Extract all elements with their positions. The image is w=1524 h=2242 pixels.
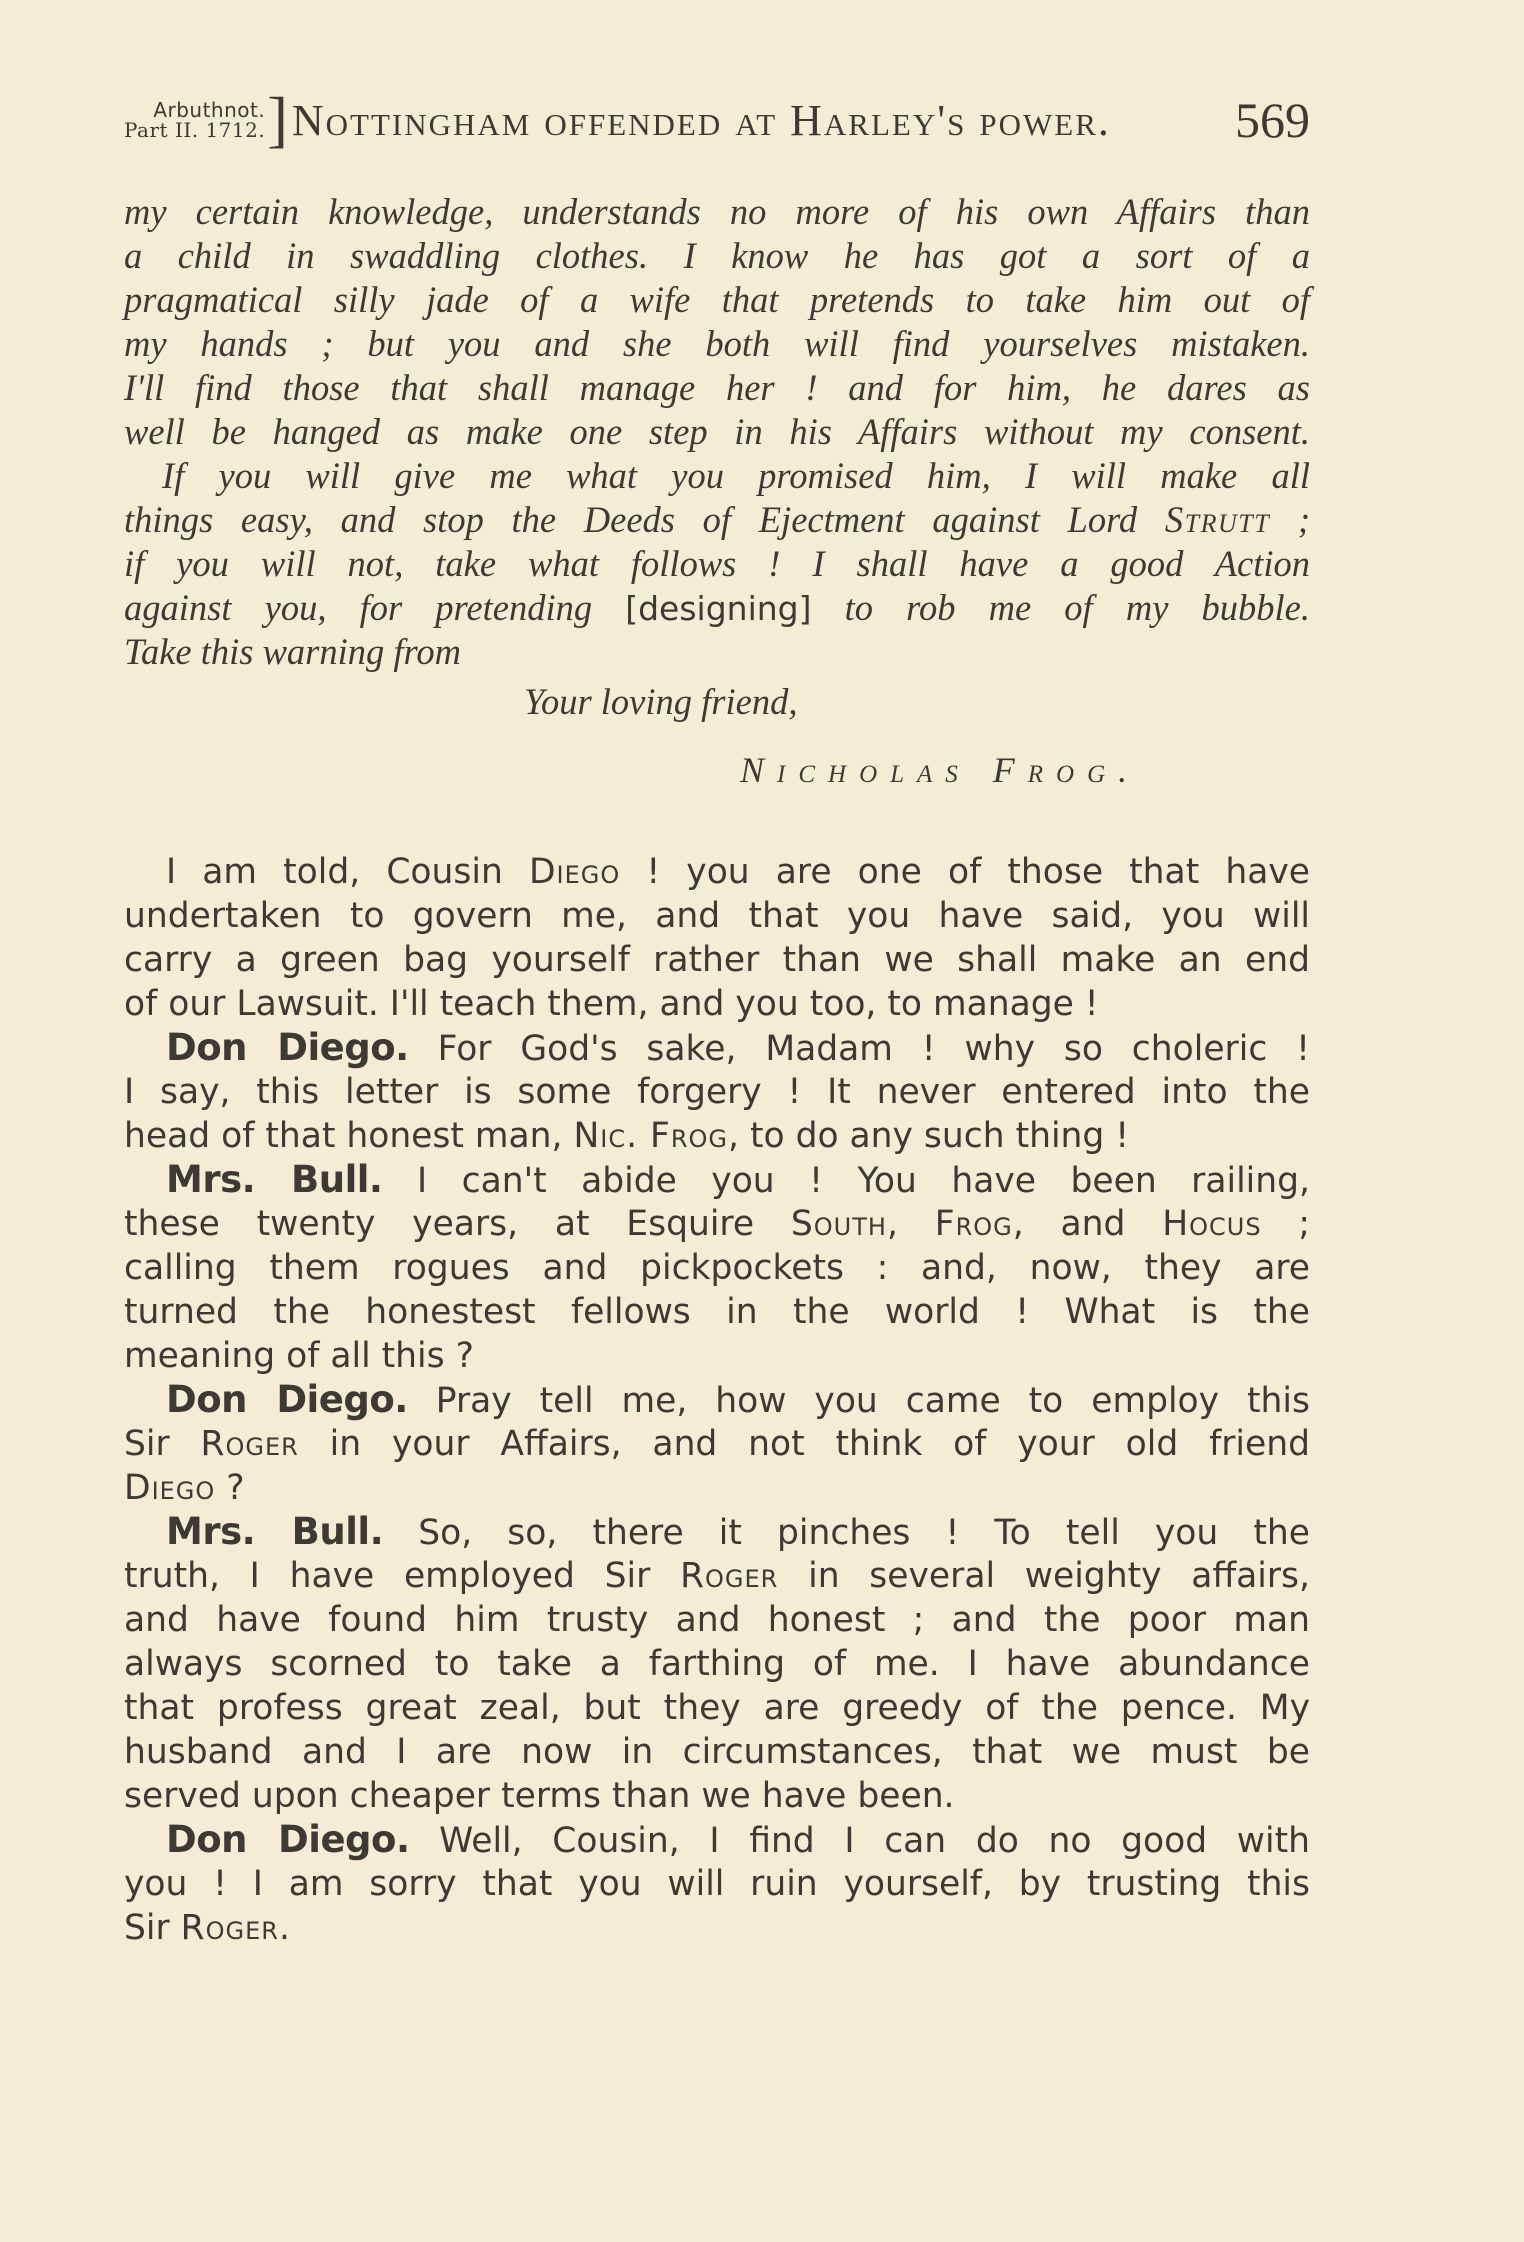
text-line: that profess great zeal, but they are greedy of the pence. My bbox=[124, 1688, 1310, 1728]
header-bracket: ] bbox=[267, 86, 288, 154]
name-roger: Roger bbox=[180, 1908, 279, 1948]
letter-text bbox=[124, 190, 1310, 794]
text-run: . bbox=[278, 1908, 290, 1948]
letter-text-run: things easy, and stop the Deeds of Ejectment against Lord bbox=[124, 499, 1165, 540]
paragraph bbox=[124, 850, 1310, 1026]
text-line: I say, this letter is some forgery ! It never entered into the bbox=[124, 1072, 1310, 1112]
text-run: Sir bbox=[124, 1908, 181, 1948]
text-line: carry a green bag yourself rather than we shall make an end bbox=[124, 940, 1310, 980]
text-run: in several weighty affairs, bbox=[778, 1556, 1310, 1596]
paragraph bbox=[124, 1510, 1310, 1818]
text-line bbox=[124, 1554, 1310, 1598]
letter-line: my hands ; but you and she both will find yourselves mistaken. bbox=[124, 323, 1310, 364]
text-line bbox=[124, 1422, 1310, 1466]
name-roger: Roger bbox=[200, 1424, 299, 1464]
name-strutt: Strutt bbox=[1164, 499, 1271, 540]
text-run: I am told, Cousin bbox=[166, 852, 529, 892]
text-run: truth, I have employed Sir bbox=[124, 1556, 681, 1596]
text-line bbox=[124, 1818, 1310, 1862]
text-line: undertaken to govern me, and that you have said, you will bbox=[124, 896, 1310, 936]
text-line bbox=[124, 1906, 1310, 1950]
name-nic-frog: Nic. Frog bbox=[573, 1116, 729, 1156]
letter-line: if you will not, take what follows ! I shall have a good Action bbox=[124, 543, 1310, 584]
text-line bbox=[124, 1158, 1310, 1202]
text-line bbox=[124, 1026, 1310, 1070]
page-number: 569 bbox=[1235, 92, 1310, 148]
letter-text-run: ; bbox=[1270, 499, 1311, 540]
running-header bbox=[124, 80, 1310, 160]
side-note-part: Part II. 1712. bbox=[124, 118, 266, 142]
text-line: you ! I am sorry that you will ruin yourself, by trusting this bbox=[124, 1864, 1310, 1904]
name-south: South bbox=[790, 1204, 887, 1244]
paragraph bbox=[124, 1158, 1310, 1378]
letter-line: Take this warning from bbox=[124, 631, 462, 672]
text-line bbox=[124, 1378, 1310, 1422]
letter-text-run: against you, for pretending bbox=[124, 587, 626, 628]
book-page bbox=[124, 80, 1310, 1950]
text-run: , bbox=[886, 1204, 935, 1244]
text-line: calling them rogues and pickpockets : and, now, they are bbox=[124, 1248, 1310, 1288]
dialogue-text bbox=[124, 850, 1310, 1950]
speaker-mrs-bull: Mrs. Bull. bbox=[166, 1510, 384, 1553]
letter-closing: Your loving friend, bbox=[524, 681, 798, 722]
text-line bbox=[124, 1114, 1310, 1158]
speaker-don-diego: Don Diego. bbox=[166, 1818, 410, 1861]
letter-text-run: to rob me of my bubble. bbox=[811, 587, 1310, 628]
text-run: ! you are one of those that have bbox=[620, 852, 1310, 892]
text-run: , to do any such thing ! bbox=[728, 1116, 1130, 1156]
text-run: ? bbox=[215, 1468, 245, 1508]
letter-line: pragmatical silly jade of a wife that pretends to take him out of bbox=[124, 279, 1310, 320]
name-hocus: Hocus bbox=[1162, 1204, 1262, 1244]
text-line: and have found him trusty and honest ; and the poor man bbox=[124, 1600, 1310, 1640]
text-run: Well, Cousin, I find I can do no good with bbox=[409, 1821, 1310, 1861]
text-line: husband and I are now in circumstances, that we must be bbox=[124, 1732, 1310, 1772]
text-run: Pray tell me, how you came to employ this bbox=[407, 1381, 1310, 1421]
paragraph bbox=[124, 1378, 1310, 1510]
text-line: served upon cheaper terms than we have been. bbox=[124, 1776, 955, 1816]
text-line: of our Lawsuit. I'll teach them, and you too, to manage ! bbox=[124, 984, 1099, 1024]
text-line: turned the honestest fellows in the world ! What is the bbox=[124, 1292, 1310, 1332]
speaker-don-diego: Don Diego. bbox=[166, 1026, 409, 1069]
text-run: So, so, there it pinches ! To tell you the bbox=[383, 1513, 1310, 1553]
text-run: I can't abide you ! You have been railing, bbox=[382, 1161, 1310, 1201]
side-note bbox=[124, 100, 265, 140]
text-run: For God's sake, Madam ! why so choleric ! bbox=[408, 1029, 1310, 1069]
text-run: head of that honest man, bbox=[124, 1116, 574, 1156]
letter-line: well be hanged as make one step in his Affairs without my consent. bbox=[124, 411, 1310, 452]
name-roger: Roger bbox=[680, 1556, 779, 1596]
paragraph bbox=[124, 1818, 1310, 1950]
speaker-mrs-bull: Mrs. Bull. bbox=[166, 1158, 383, 1201]
editorial-note: [designing] bbox=[625, 589, 812, 628]
letter-line: my certain knowledge, understands no more of his own Affairs than bbox=[124, 191, 1310, 232]
letter-line: I'll find those that shall manage her ! and for him, he dares as bbox=[124, 367, 1310, 408]
text-line: always scorned to take a farthing of me. I have abundance bbox=[124, 1644, 1310, 1684]
name-diego: Diego bbox=[528, 852, 621, 892]
text-run: these twenty years, at Esquire bbox=[124, 1204, 791, 1244]
text-run: ; bbox=[1261, 1204, 1311, 1244]
letter-line: If you will give me what you promised him, I will make all bbox=[162, 455, 1310, 496]
text-line bbox=[124, 1510, 1310, 1554]
text-run: in your Affairs, and not think of your old friend bbox=[298, 1424, 1311, 1464]
speaker-don-diego: Don Diego. bbox=[166, 1378, 408, 1421]
letter-line: a child in swaddling clothes. I know he has got a sort of a bbox=[124, 235, 1310, 276]
name-diego: Diego bbox=[124, 1468, 216, 1508]
paragraph bbox=[124, 1026, 1310, 1158]
text-run: Sir bbox=[124, 1424, 201, 1464]
text-line bbox=[124, 1202, 1310, 1246]
text-line: meaning of all this ? bbox=[124, 1336, 474, 1376]
text-run: , and bbox=[1012, 1204, 1163, 1244]
letter-line bbox=[124, 586, 1310, 630]
side-note-author: Arbuthnot. bbox=[153, 98, 266, 122]
name-frog: Frog bbox=[934, 1204, 1013, 1244]
text-line bbox=[124, 1466, 1310, 1510]
text-line bbox=[124, 850, 1310, 894]
running-title: Nottingham offended at Harley's power. bbox=[291, 95, 1111, 145]
letter-signature: Nicholas Frog. bbox=[740, 750, 1141, 790]
letter-line bbox=[124, 498, 1310, 542]
